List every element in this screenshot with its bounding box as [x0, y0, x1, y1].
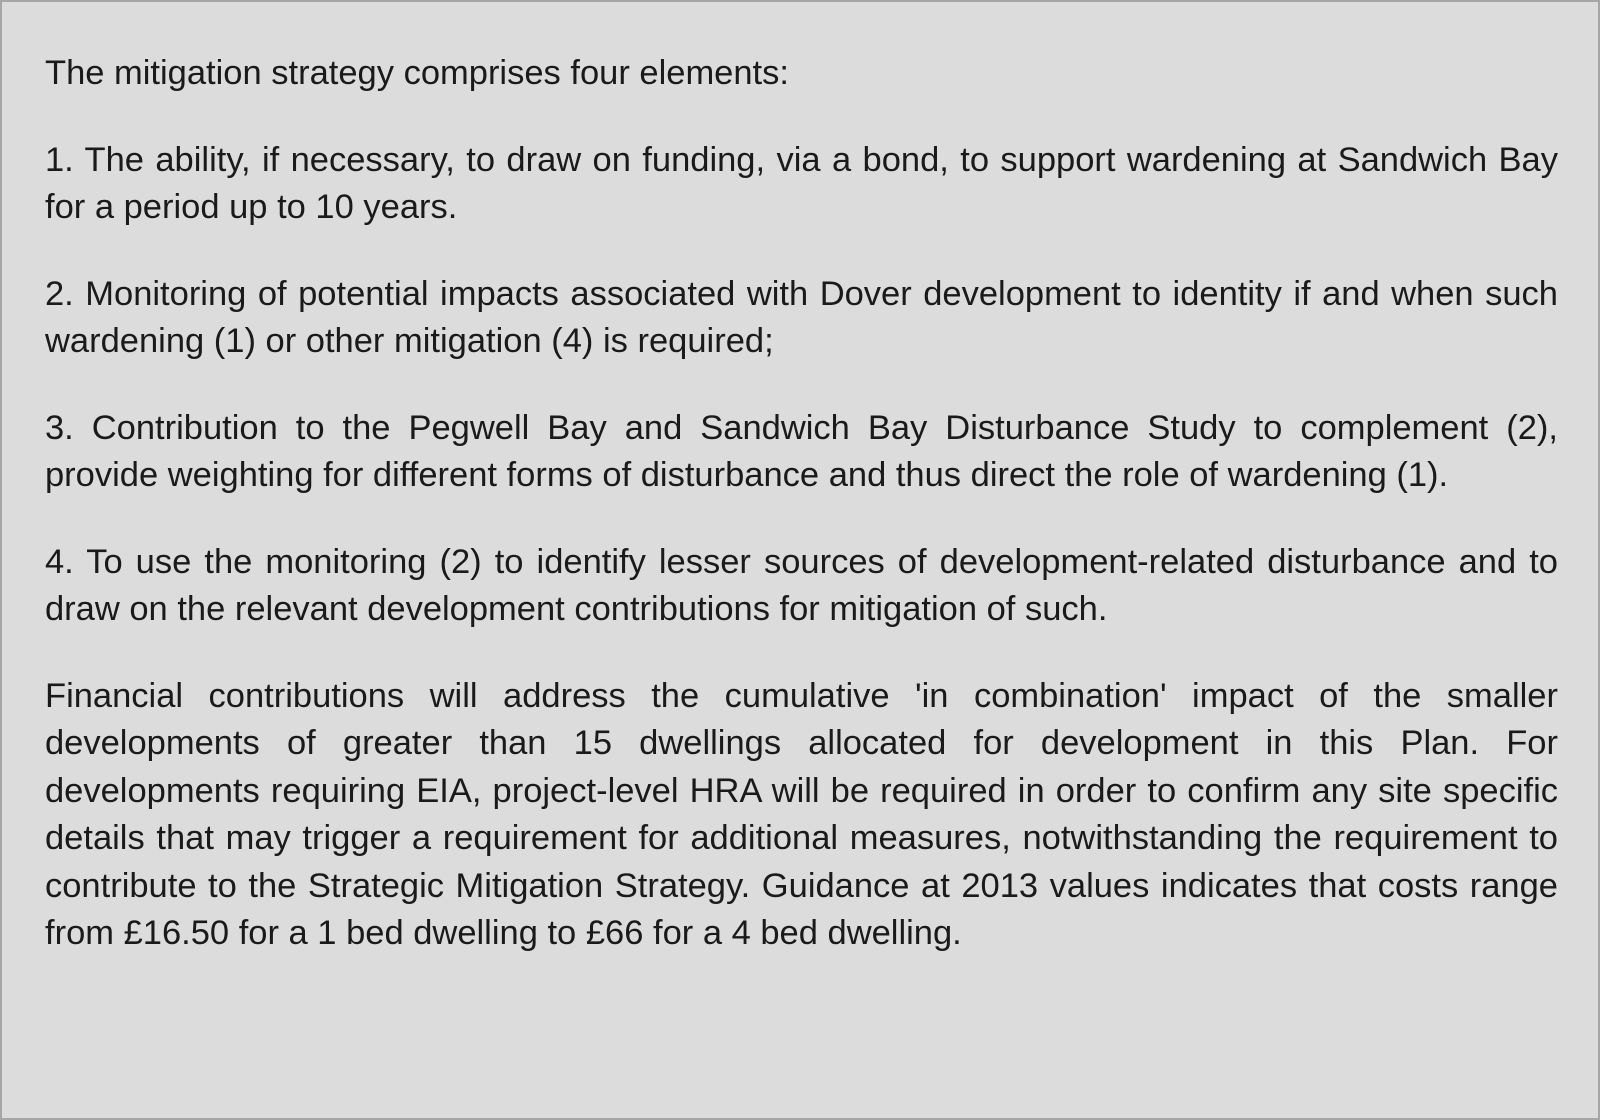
- closing-paragraph: Financial contributions will address the cumulative 'in combination' impact of the smaller developments of greater than 15 dwellings allocated for development in this Plan. For developments requiring EIA, project-level HRA will be required in order to confirm any site specific details that may trigger a requirement for additional measures, notwithstanding the requirement to contribute to the Strategic Mitigation Strategy. Guidance at 2013 values indicates that costs range from £16.50 for a 1 bed dwelling to £66 for a 4 bed dwelling.: [45, 676, 1558, 952]
- list-item-2: 2. Monitoring of potential impacts associated with Dover development to identity if and when such wardening (1) or other mitigation (4) is required;: [45, 274, 1558, 360]
- list-item-1: 1. The ability, if necessary, to draw on funding, via a bond, to support wardening at Sandwich Bay for a period up to 10 years.: [45, 140, 1558, 226]
- text-box-content: [45, 50, 1558, 997]
- list-item-3: 3. Contribution to the Pegwell Bay and Sandwich Bay Disturbance Study to complement (2), provide weighting for different forms of disturbance and thus direct the role of wardening (1).: [45, 408, 1558, 494]
- list-item-4: 4. To use the monitoring (2) to identify lesser sources of development-related disturbance and to draw on the relevant development contributions for mitigation of such.: [45, 542, 1558, 628]
- intro-paragraph: The mitigation strategy comprises four elements:: [45, 54, 789, 92]
